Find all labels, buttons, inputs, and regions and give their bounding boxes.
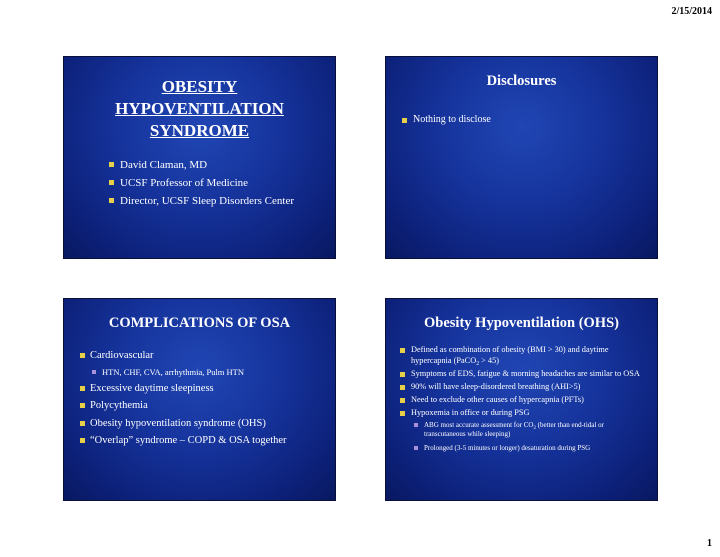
list-item: Nothing to disclose (402, 113, 657, 127)
bullet-list (402, 113, 657, 127)
sub-bullet-icon (414, 423, 418, 427)
bullet-icon (109, 198, 114, 203)
list-item: UCSF Professor of Medicine (109, 174, 335, 192)
bullet-list (80, 347, 335, 450)
list-item: Need to exclude other causes of hypercapnia (PFTs) (400, 395, 647, 406)
sub-bullet-icon (414, 446, 418, 450)
list-item: Hypoxemia in office or during PSG (400, 408, 647, 419)
bullet-icon (80, 438, 85, 443)
slide-disclosures (385, 56, 658, 259)
list-item: Defined as combination of obesity (BMI > 30) and daytime hypercapnia (PaCO$_2$ > 45) (400, 345, 647, 366)
bullet-icon (402, 118, 407, 123)
bullet-icon (109, 162, 114, 167)
bullet-list (400, 345, 647, 453)
bullet-icon (80, 386, 85, 391)
bullet-icon (400, 385, 405, 390)
list-item: Director, UCSF Sleep Disorders Center (109, 192, 335, 210)
date-header: 2/15/2014 (671, 6, 712, 17)
list-item: Cardiovascular (80, 347, 335, 365)
list-item: Symptoms of EDS, fatigue & morning headaches are similar to OSA (400, 369, 647, 380)
title-line: SYNDROME (149, 121, 250, 140)
slide-title: Obesity Hypoventilation (OHS) (424, 315, 619, 331)
bullet-icon (80, 403, 85, 408)
page-number: 1 (707, 538, 712, 549)
bullet-list (109, 156, 335, 210)
bullet-icon (400, 411, 405, 416)
list-item: ABG most accurate assessment for $CO_2$ (better than end-tidal or transcutaneous while sleeping) (400, 421, 647, 440)
title-line: HYPOVENTILATION (115, 99, 284, 118)
list-item: Polycythemia (80, 397, 335, 415)
slide-title: COMPLICATIONS OF OSA (108, 315, 291, 331)
list-item: HTN, CHF, CVA, arrhythmia, Pulm HTN (80, 365, 335, 380)
sub-bullet-icon (92, 370, 96, 374)
list-item: Obesity hypoventilation syndrome (OHS) (80, 415, 335, 433)
bullet-icon (80, 421, 85, 426)
slide-obesity-hypoventilation-title (63, 56, 336, 259)
slide-complications-of-osa (63, 298, 336, 501)
list-item: David Claman, MD (109, 156, 335, 174)
slide-obesity-hypoventilation-ohs (385, 298, 658, 501)
list-item: Prolonged (3-5 minutes or longer) desaturation during PSG (400, 444, 647, 454)
bullet-icon (109, 180, 114, 185)
slide-title (64, 76, 335, 142)
slide-title: Disclosures (486, 73, 557, 89)
list-item: “Overlap” syndrome – COPD & OSA together (80, 432, 335, 450)
bullet-icon (400, 348, 405, 353)
list-item: Excessive daytime sleepiness (80, 380, 335, 398)
bullet-icon (400, 398, 405, 403)
bullet-icon (400, 372, 405, 377)
list-item: 90% will have sleep-disordered breathing (AHI>5) (400, 382, 647, 393)
title-line: OBESITY (161, 77, 238, 96)
bullet-icon (80, 353, 85, 358)
